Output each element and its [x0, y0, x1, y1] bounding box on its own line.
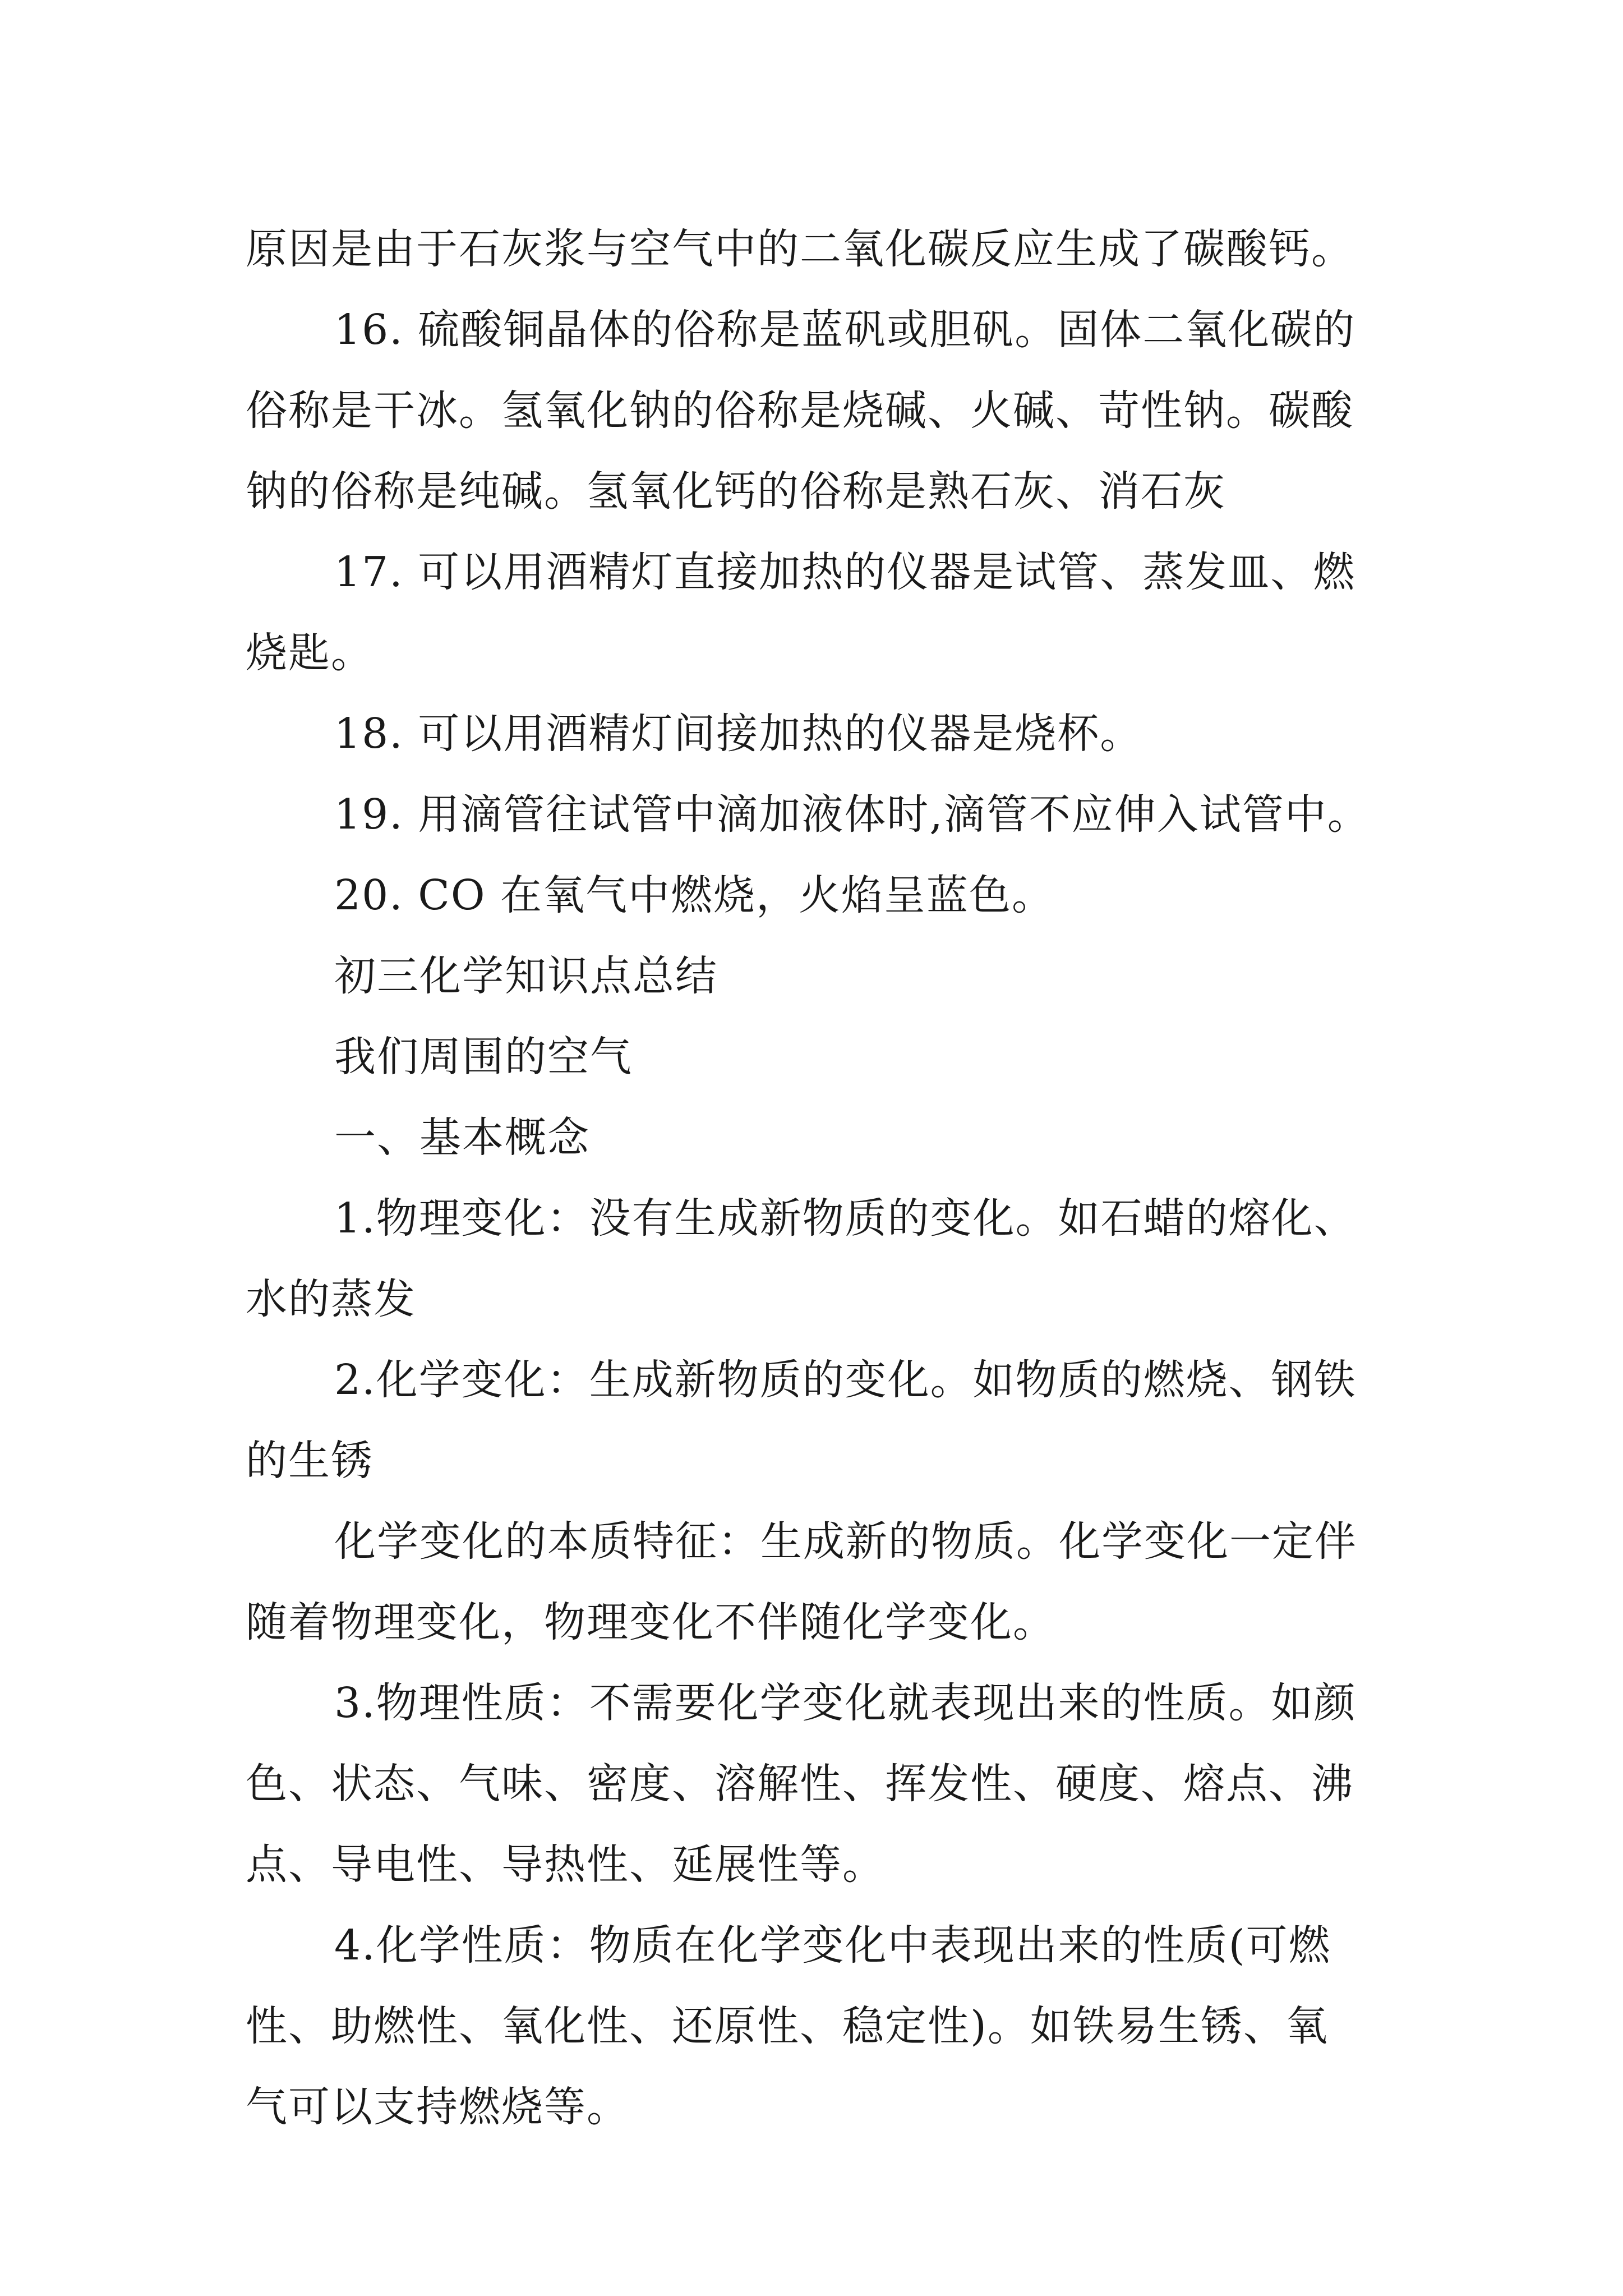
text-line: 气可以支持燃烧等。 — [246, 2083, 629, 2131]
section-heading: 一、基本概念 — [334, 1114, 590, 1162]
text-line: 随着物理变化，物理变化不伴随化学变化。 — [246, 1598, 1055, 1646]
text-line: 化学变化的本质特征：生成新的物质。化学变化一定伴 — [334, 1517, 1357, 1566]
text-line: 烧匙。 — [246, 629, 374, 677]
text-line: 1.物理变化：没有生成新物质的变化。如石蜡的熔化、 — [334, 1194, 1357, 1243]
section-title: 初三化学知识点总结 — [334, 952, 718, 1000]
text-line: 18. 可以用酒精灯间接加热的仪器是烧杯。 — [334, 710, 1143, 758]
text-line: 4.化学性质：物质在化学变化中表现出来的性质(可燃 — [334, 1921, 1331, 1970]
text-line: 性、助燃性、氧化性、还原性、稳定性)。如铁易生锈、氧 — [246, 2002, 1329, 2050]
text-line: 19. 用滴管往试管中滴加液体时,滴管不应伸入试管中。 — [334, 790, 1370, 839]
text-line: 钠的俗称是纯碱。氢氧化钙的俗称是熟石灰、消石灰 — [246, 467, 1226, 516]
text-line: 水的蒸发 — [246, 1275, 416, 1323]
text-line: 20. CO 在氧气中燃烧，火焰呈蓝色。 — [334, 871, 1055, 919]
document-page — [246, 209, 1390, 2147]
text-line: 17. 可以用酒精灯直接加热的仪器是试管、蒸发皿、燃 — [334, 548, 1356, 596]
text-line: 2.化学变化：生成新物质的变化。如物质的燃烧、钢铁 — [334, 1356, 1357, 1404]
text-line: 点、导电性、导热性、延展性等。 — [246, 1841, 885, 1889]
text-line: 原因是由于石灰浆与空气中的二氧化碳反应生成了碳酸钙。 — [246, 225, 1354, 273]
text-line: 俗称是干冰。氢氧化钠的俗称是烧碱、火碱、苛性钠。碳酸 — [246, 386, 1354, 435]
text-line: 色、状态、气味、密度、溶解性、挥发性、硬度、熔点、沸 — [246, 1760, 1354, 1808]
text-line: 16. 硫酸铜晶体的俗称是蓝矾或胆矾。固体二氧化碳的 — [334, 306, 1356, 354]
section-subtitle: 我们周围的空气 — [334, 1033, 633, 1081]
text-line: 3.物理性质：不需要化学变化就表现出来的性质。如颜 — [334, 1679, 1357, 1727]
text-line: 的生锈 — [246, 1437, 374, 1485]
